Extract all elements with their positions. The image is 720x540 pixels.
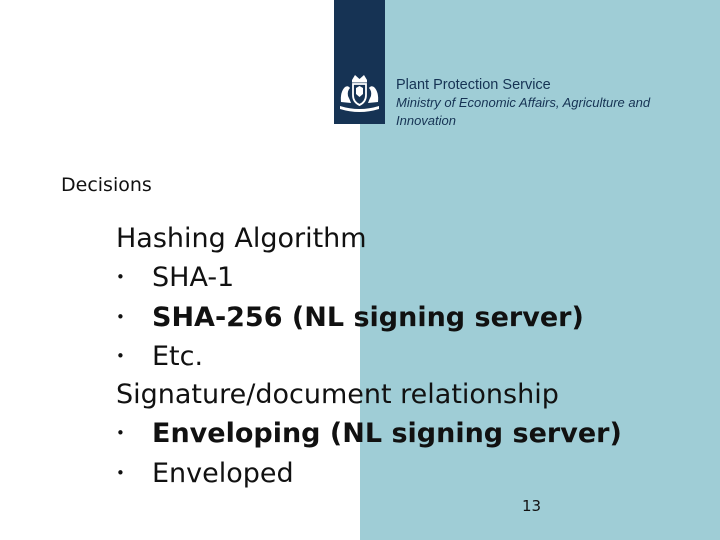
- bullet-icon: •: [116, 346, 125, 365]
- organization-name: Plant Protection Service: [396, 77, 551, 93]
- section-title-relationship: Signature/document relationship: [116, 379, 559, 411]
- bullet-icon: •: [116, 307, 125, 326]
- list-item-text: SHA-1: [152, 262, 235, 294]
- ministry-name-line-1: Ministry of Economic Affairs, Agriculture and: [396, 95, 651, 110]
- page-number: 13: [522, 497, 542, 515]
- list-item-text: Etc.: [152, 340, 204, 372]
- list-item-text: Enveloped: [152, 457, 294, 489]
- list-item-text: Enveloping (NL signing server): [152, 418, 622, 450]
- coat-of-arms-icon: [334, 72, 385, 116]
- slide-content: [116, 220, 716, 493]
- list-item-text: SHA-256 (NL signing server): [152, 301, 584, 333]
- list-item: [116, 414, 716, 453]
- list-item: [116, 258, 716, 297]
- section-title-hashing: Hashing Algorithm: [116, 223, 367, 254]
- government-ribbon: [334, 0, 385, 124]
- bullet-icon: •: [116, 424, 125, 443]
- list-item: [116, 337, 716, 376]
- bullet-icon: •: [116, 268, 125, 287]
- slide-heading: Decisions: [61, 174, 152, 196]
- organization-block: [396, 76, 650, 130]
- ministry-name-line-2: Innovation: [396, 113, 456, 128]
- list-item: [116, 454, 716, 493]
- bullet-icon: •: [116, 463, 125, 482]
- list-item: [116, 298, 716, 337]
